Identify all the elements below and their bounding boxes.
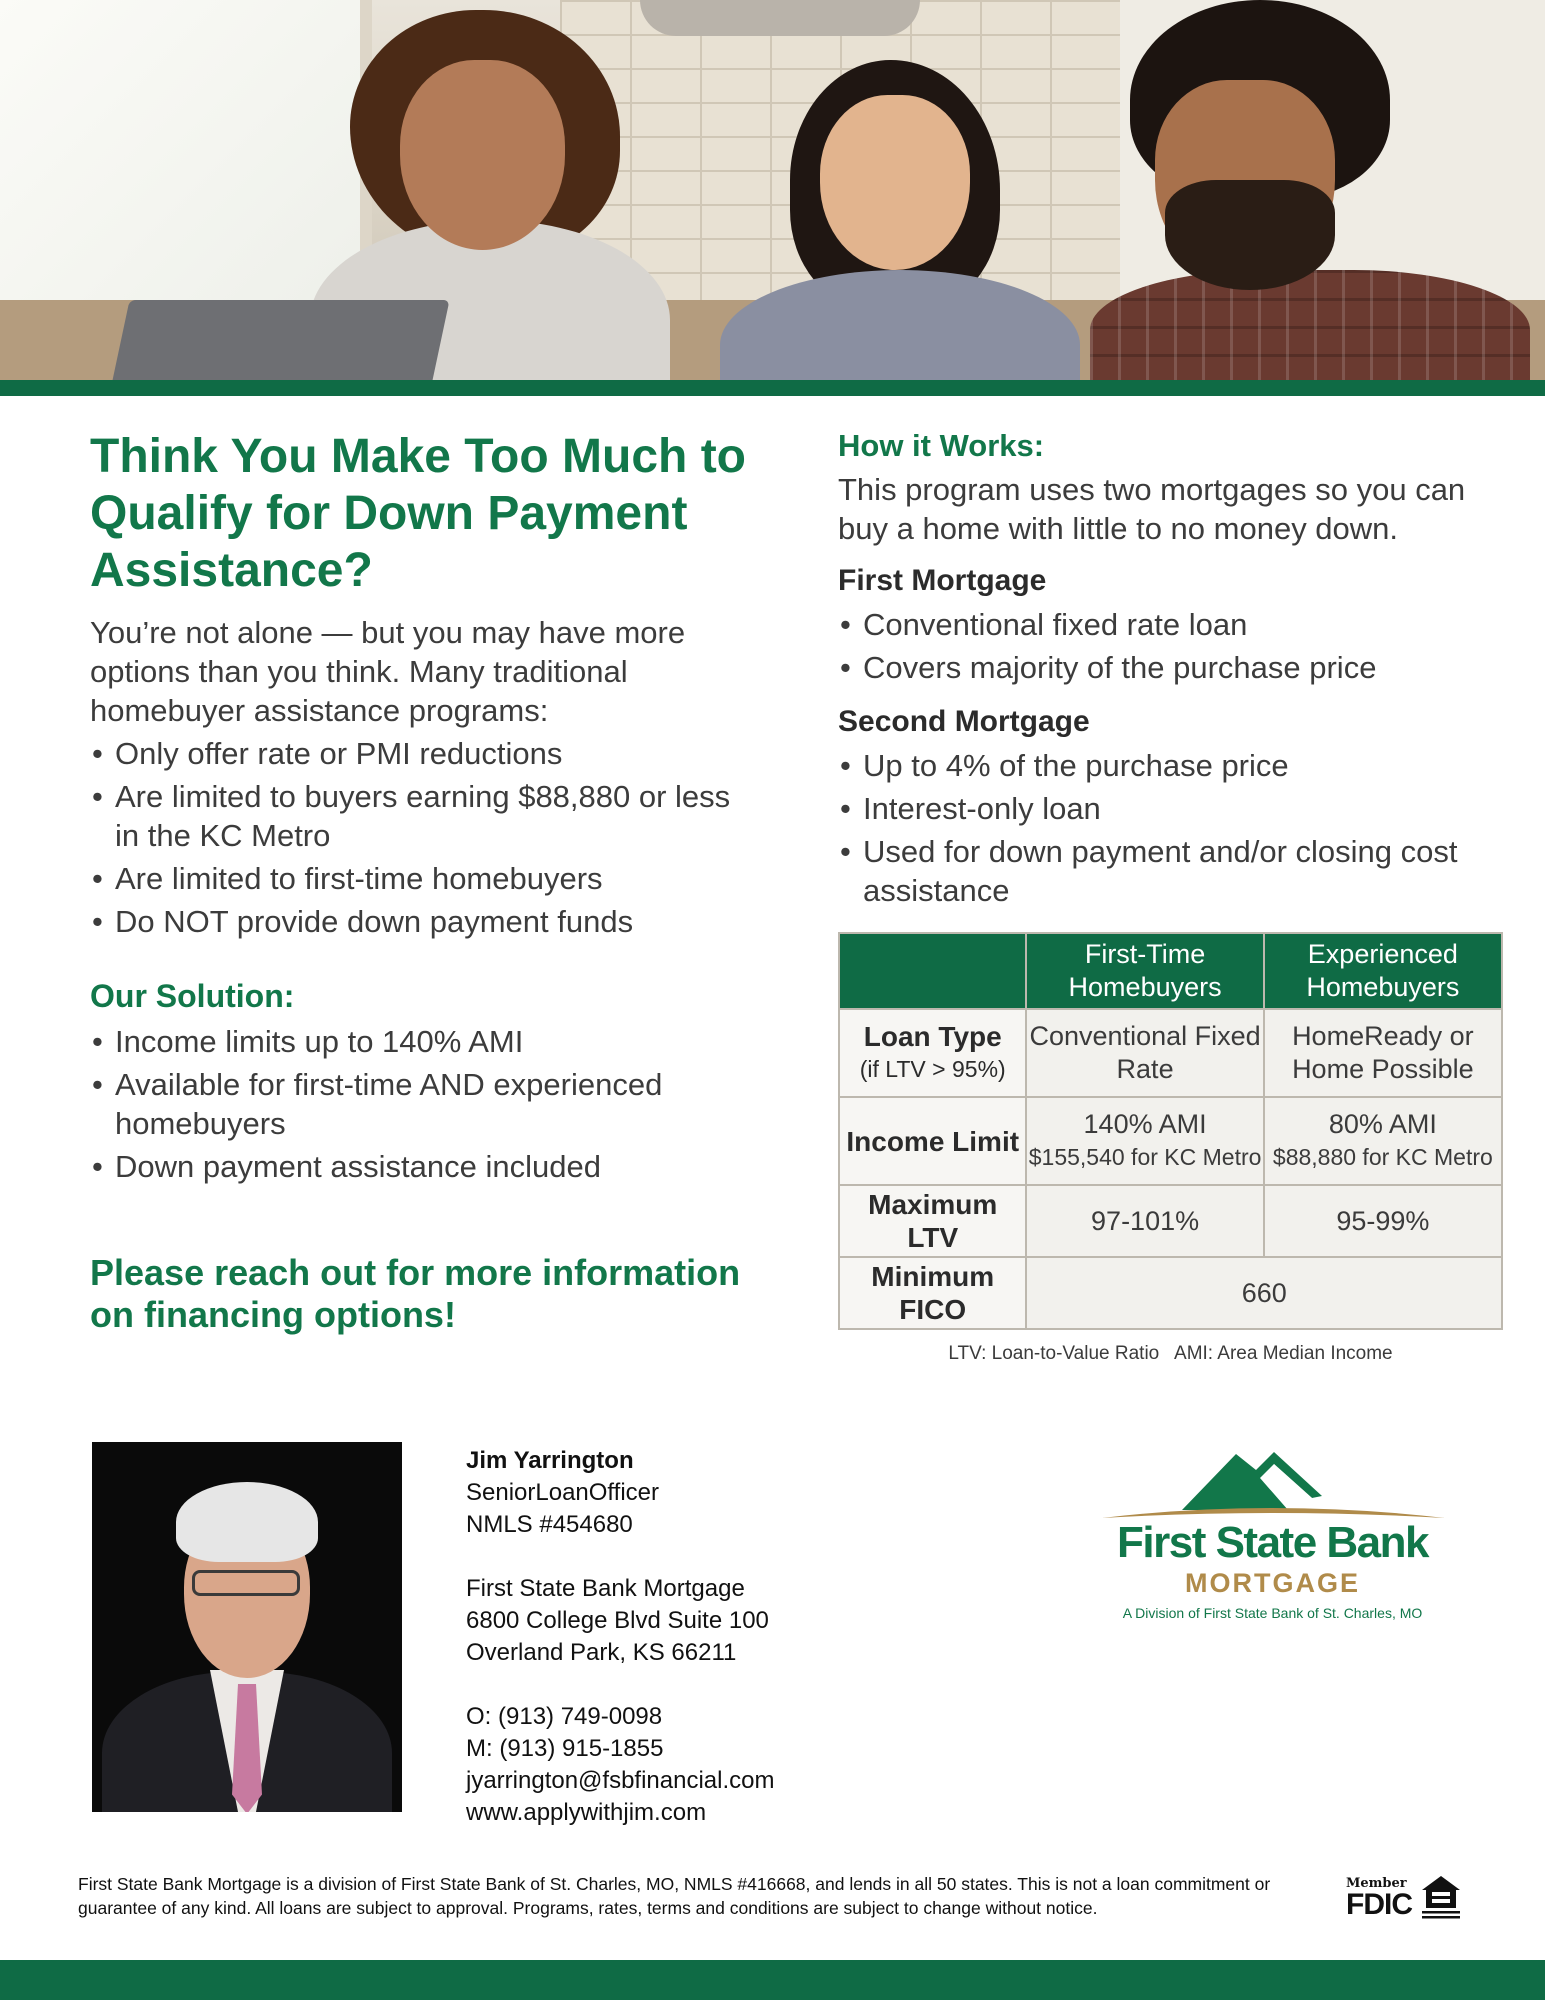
list-item: • Conventional fixed rate loan <box>840 607 1248 642</box>
table-row <box>839 1185 1502 1257</box>
row-label: Maximum LTV <box>839 1185 1026 1257</box>
table-cell: 97-101% <box>1026 1185 1263 1257</box>
footer-band <box>0 1960 1545 2000</box>
mobile-phone[interactable]: M: (913) 915-1855 <box>466 1735 664 1762</box>
table-cell: Conventional Fixed Rate <box>1026 1009 1263 1097</box>
row-label: Loan Type (if LTV > 95%) <box>839 1009 1026 1097</box>
first-mortgage-title: First Mortgage <box>838 564 1047 597</box>
table-cell: HomeReady or Home Possible <box>1264 1009 1502 1097</box>
solution-title: Our Solution: <box>90 978 295 1014</box>
website-link[interactable]: www.applywithjim.com <box>466 1799 707 1826</box>
list-item: • Are limited to first-time homebuyers <box>92 861 603 896</box>
list-item: • Used for down payment and/or closing cost assistance <box>840 834 1458 908</box>
column-header: First-Time Homebuyers <box>1026 933 1263 1009</box>
headline: Think You Make Too Much to Qualify for Down Payment Assistance? <box>90 430 746 597</box>
list-item: • Interest-only loan <box>840 791 1101 826</box>
officer-nmls: NMLS #454680 <box>466 1511 633 1538</box>
officer-name: Jim Yarrington <box>466 1447 634 1474</box>
logo-subtitle: MORTGAGE <box>1185 1568 1360 1598</box>
table-cell: 80% AMI $88,880 for KC Metro <box>1264 1097 1502 1185</box>
logo-tagline: A Division of First State Bank of St. Charles, MO <box>1122 1605 1423 1621</box>
list-item: • Down payment assistance included <box>92 1149 601 1184</box>
list-item: • Covers majority of the purchase price <box>840 650 1377 685</box>
loan-comparison-table <box>838 932 1503 1330</box>
address-line-2: Overland Park, KS 66211 <box>466 1639 737 1666</box>
fdic-member-label: Member <box>1346 1876 1407 1891</box>
problems-list <box>90 734 750 945</box>
row-label: Minimum FICO <box>839 1257 1026 1329</box>
table-corner <box>839 933 1026 1009</box>
call-to-action: Please reach out for more information on financing options! <box>90 1252 741 1335</box>
officer-title: SeniorLoanOfficer <box>466 1479 660 1506</box>
fdic-logo: FDIC <box>1346 1888 1412 1921</box>
table-cell: 95-99% <box>1264 1185 1502 1257</box>
list-item: • Income limits up to 140% AMI <box>92 1024 524 1059</box>
list-item: • Available for first-time AND experienced homebuyers <box>92 1067 663 1141</box>
hero-divider-band <box>0 380 1545 396</box>
table-row <box>839 1097 1502 1185</box>
table-cell: 140% AMI $155,540 for KC Metro <box>1026 1097 1263 1185</box>
intro-text: You’re not alone — but you may have more options than you think. Many traditional homebuyer assistance programs: <box>90 615 686 728</box>
table-header-row <box>839 933 1502 1009</box>
table-row <box>839 1009 1502 1097</box>
row-label: Income Limit <box>839 1097 1026 1185</box>
column-header: Experienced Homebuyers <box>1264 933 1502 1009</box>
second-mortgage-title: Second Mortgage <box>838 705 1090 738</box>
second-mortgage-list <box>838 746 1498 914</box>
loan-officer-photo <box>92 1442 402 1812</box>
how-it-works-title: How it Works: <box>838 428 1045 463</box>
email-link[interactable]: jyarrington@fsbfinancial.com <box>466 1767 775 1794</box>
hero-photo <box>0 0 1545 380</box>
address-line-1: 6800 College Blvd Suite 100 <box>466 1607 769 1634</box>
contact-block <box>466 1445 886 1829</box>
table-cell: 660 <box>1026 1257 1502 1329</box>
company-name: First State Bank Mortgage <box>466 1575 745 1602</box>
table-row <box>839 1257 1502 1329</box>
equal-housing-lender-icon <box>1420 1874 1462 1920</box>
first-mortgage-list <box>838 605 1498 691</box>
list-item: • Up to 4% of the purchase price <box>840 748 1289 783</box>
solution-list <box>90 1022 750 1190</box>
disclaimer-text: First State Bank Mortgage is a division of First State Bank of St. Charles, MO, NMLS #416668, and lends in all 50 states. This is not a loan commitment or guarantee of any kind. All loans are subject to approval. Programs, rates, terms and conditions are subject to change without notice. <box>78 1874 1271 1918</box>
how-it-works-text: This program uses two mortgages so you can buy a home with little to no money down. <box>838 472 1466 546</box>
list-item: • Do NOT provide down payment funds <box>92 904 634 939</box>
logo-wordmark: First State Bank <box>1117 1518 1428 1567</box>
office-phone[interactable]: O: (913) 749-0098 <box>466 1703 663 1730</box>
table-legend: LTV: Loan-to-Value Ratio AMI: Area Median Income <box>948 1343 1393 1364</box>
list-item: • Only offer rate or PMI reductions <box>92 736 563 771</box>
list-item: • Are limited to buyers earning $88,880 or less in the KC Metro <box>92 779 731 853</box>
